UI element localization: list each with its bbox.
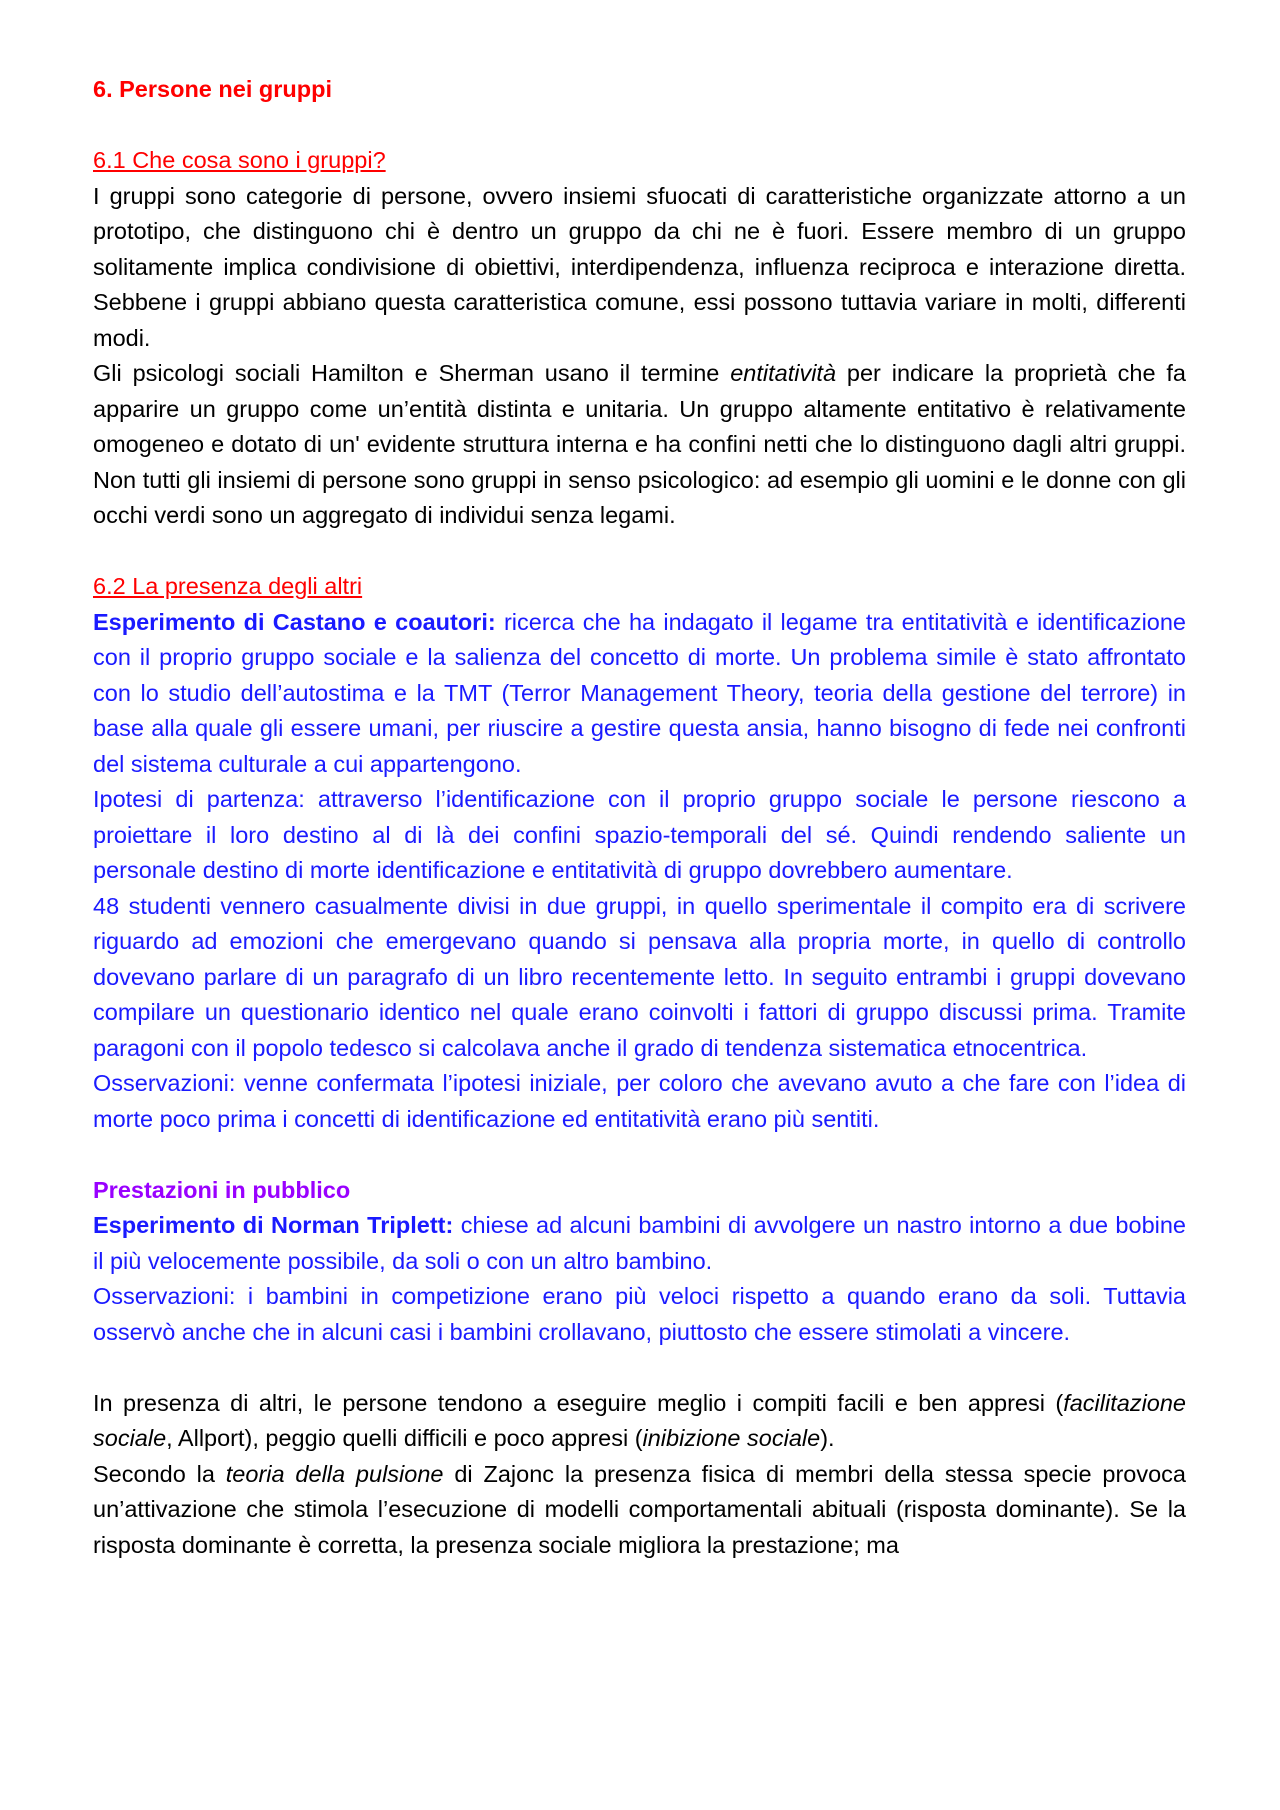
term-inibizione-sociale: inibizione sociale	[642, 1425, 821, 1451]
castano-experiment-label: Esperimento di Castano e coautori:	[93, 608, 496, 635]
spacer	[93, 1137, 1186, 1173]
spacer	[93, 534, 1186, 570]
triplett-experiment-label: Esperimento di Norman Triplett:	[93, 1212, 454, 1238]
section-6-1-paragraph-2: Gli psicologi sociali Hamilton e Sherman usano il termine entitatività per indicare la proprietà che fa apparire un gruppo come un’entità distinta e unitaria. Un gruppo altamente entitativo è relativamente omogeneo e dotato di un' evidente struttura interna e ha confini netti che lo distinguono dagli altri gruppi. Non tutti gli insiemi di persone sono gruppi in senso psicologico: ad esempio gli uomini e le donne con gli occhi verdi sono un aggregato di individui senza legami.	[93, 360, 1186, 528]
section-heading-6-2: 6.2 La presenza degli altri	[93, 573, 363, 599]
term-facilitazione-sociale: facilitazione sociale	[93, 1389, 1186, 1451]
chapter-title: 6. Persone nei gruppi	[93, 76, 332, 102]
triplett-observations-paragraph: Osservazioni: i bambini in competizione erano più veloci rispetto a quando erano da soli. Tuttavia osservò anche che in alcuni casi i bambini crollavano, piuttosto che essere stimolati a vincere.	[93, 1283, 1186, 1345]
spacer	[93, 108, 1186, 144]
social-facilitation-paragraph: In presenza di altri, le persone tendono a eseguire meglio i compiti facili e ben appresi (facilitazione sociale, Allport), peggio quelli difficili e poco appresi (inibizione sociale).	[93, 1389, 1186, 1451]
section-6-1-paragraph-1: I gruppi sono categorie di persone, ovvero insiemi sfuocati di caratteristiche organizzate attorno a un prototipo, che distinguono chi è dentro un gruppo da chi ne è fuori. Essere membro di un gruppo solitamente implica condivisione di obiettivi, interdipendenza, influenza reciproca e interazione diretta. Sebbene i gruppi abbiano questa caratteristica comune, essi possono tuttavia variare in molti, differenti modi.	[93, 182, 1186, 351]
castano-method-paragraph: 48 studenti vennero casualmente divisi in due gruppi, in quello sperimentale il compito era di scrivere riguardo ad emozioni che emergevano quando si pensava alla propria morte, in quello di controllo dovevano parlare di un paragrafo di un libro recentemente letto. In seguito entrambi i gruppi dovevano compilare un questionario identico nel quale erano coinvolti i fattori di gruppo discussi prima. Tramite paragoni con il popolo tedesco si calcolava anche il grado di tendenza sistematica etnocentrica.	[93, 892, 1186, 1061]
spacer	[93, 1350, 1186, 1386]
castano-hypothesis-paragraph: Ipotesi di partenza: attraverso l’identificazione con il proprio gruppo sociale le persone riescono a proiettare il loro destino al di là dei confini spazio-temporali del sé. Quindi rendendo saliente un personale destino di morte identificazione e entitatività di gruppo dovrebbero aumentare.	[93, 786, 1186, 883]
section-heading-prestazioni: Prestazioni in pubblico	[93, 1176, 351, 1203]
castano-experiment-paragraph: Esperimento di Castano e coautori: ricerca che ha indagato il legame tra entitatività e identificazione con il proprio gruppo sociale e la salienza del concetto di morte. Un problema simile è stato affrontato con lo studio dell’autostima e la TMT (Terror Management Theory, teoria della gestione del terrore) in base alla quale gli essere umani, per riuscire a gestire questa ansia, hanno bisogno di fede nei confronti del sistema culturale a cui appartengono.	[93, 608, 1186, 777]
term-teoria-della-pulsione: teoria della pulsione	[225, 1460, 444, 1487]
drive-theory-paragraph: Secondo la teoria della pulsione di Zajonc la presenza fisica di membri della stessa specie provoca un’attivazione che stimola l’esecuzione di modelli comportamentali abituali (risposta dominante). Se la risposta dominante è corretta, la presenza sociale migliora la prestazione; ma	[93, 1460, 1186, 1558]
castano-observations-paragraph: Osservazioni: venne confermata l’ipotesi iniziale, per coloro che avevano avuto a che fare con l’idea di morte poco prima i concetti di identificazione ed entitatività erano più sentiti.	[93, 1070, 1186, 1132]
section-heading-6-1: 6.1 Che cosa sono i gruppi?	[93, 147, 386, 173]
term-entitativita: entitatività	[730, 360, 837, 386]
triplett-experiment-paragraph: Esperimento di Norman Triplett: chiese ad alcuni bambini di avvolgere un nastro intorno a due bobine il più velocemente possibile, da soli o con un altro bambino.	[93, 1212, 1186, 1274]
